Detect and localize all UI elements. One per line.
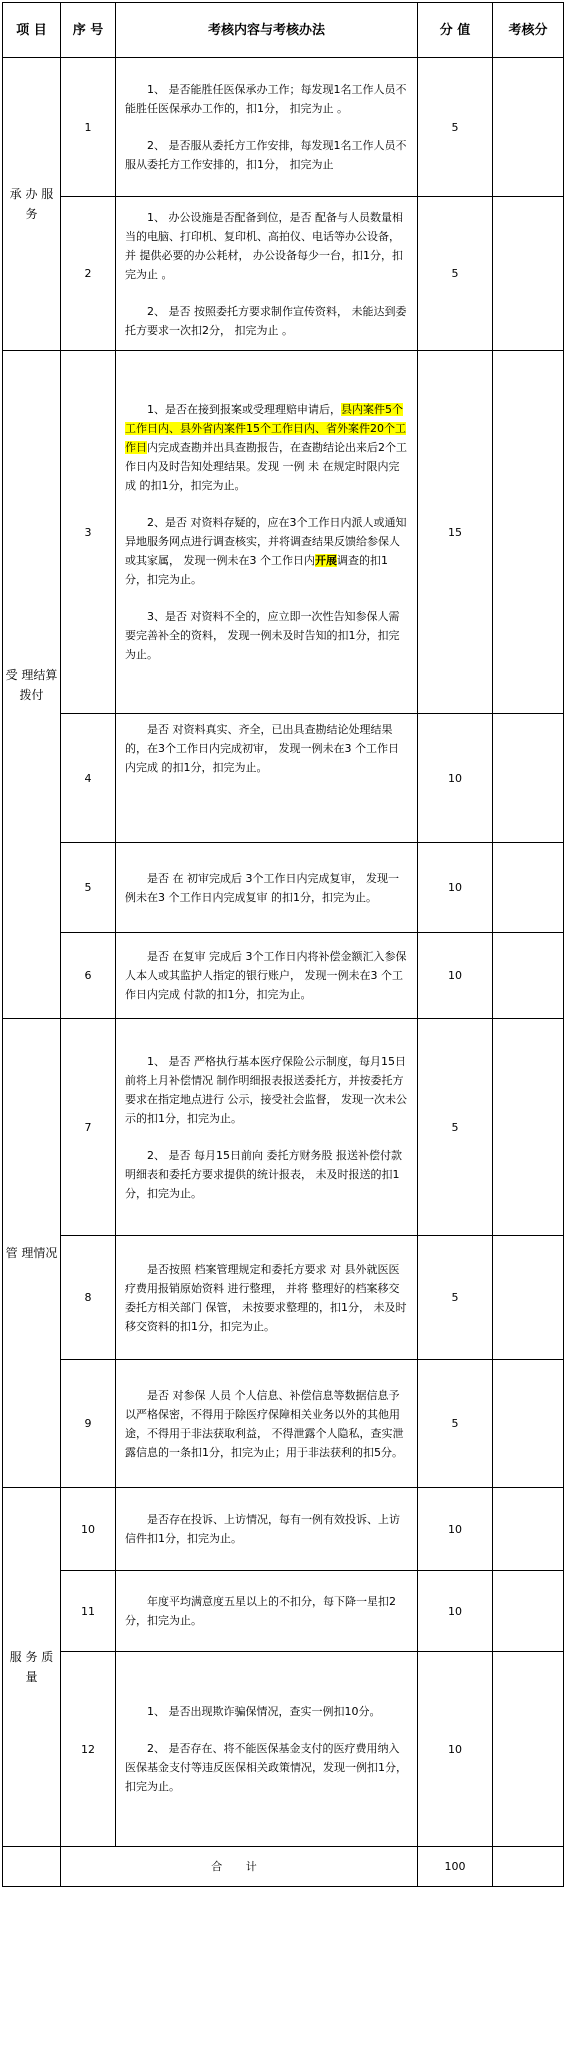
content-paragraph: 1、 是否 严格执行基本医疗保险公示制度，每月15日前将上月补偿情况 制作明细报表报送委托方，并按委托方要求在指定地点进行 公示，接受社会监督， 发现一次未公示的扣1分，扣完为止。 (125, 1054, 407, 1125)
assessment-content (116, 1019, 418, 1236)
assessment-content (116, 197, 418, 351)
total-assessed-cell (493, 1847, 564, 1887)
assessment-content (116, 1571, 418, 1652)
row-number: 6 (61, 933, 116, 1019)
row-score: 10 (418, 1652, 493, 1847)
content-paragraph: 是否 对参保 人员 个人信息、补偿信息等数据信息予以严格保密，不得用于除医疗保障相关业务以外的其他用途，不得用于非法获取利益， 不得泄露个人隐私，查实泄露信息的一条扣1分，扣完为止；用于非法获利的扣5分。 (125, 1388, 404, 1459)
content-paragraph: 2、 是否存在、将不能医保基金支付的医疗费用纳入医保基金支付等违反医保相关政策情况，发现一例扣1分，扣完为止。 (125, 1742, 407, 1793)
row-score: 10 (418, 714, 493, 843)
row-number: 1 (61, 58, 116, 197)
assessment-content (116, 933, 418, 1019)
content-paragraph: 是否 在 初审完成后 3个工作日内完成复审， 发现一例未在3 个工作日内完成复审 的扣1分，扣完为止。 (125, 871, 399, 904)
total-label: 合 计 (61, 1847, 418, 1887)
row-score: 10 (418, 933, 493, 1019)
category-management: 管 理情况 (3, 1019, 61, 1488)
total-row (3, 1847, 564, 1887)
content-paragraph (125, 513, 408, 589)
row-number: 4 (61, 714, 116, 843)
row-number: 11 (61, 1571, 116, 1652)
row-number: 7 (61, 1019, 116, 1236)
table-row (3, 843, 564, 933)
header-content: 考核内容与考核办法 (116, 3, 418, 58)
highlighted-text: 县内案件5个工作日内、县外省内案件15个工作日内、省外案件20个工作日 (125, 403, 406, 454)
table-row (3, 1360, 564, 1488)
row-score: 5 (418, 1236, 493, 1360)
row-number: 10 (61, 1488, 116, 1571)
content-paragraph: 1、 办公设施是否配备到位，是否 配备与人员数量相当的电脑、打印机、复印机、高拍仪、电话等办公设备， 并 提供必要的办公耗材， 办公设备每少一台，扣1分，扣完为止 。 (125, 210, 403, 281)
content-text: 内完成查勘并出具查勘报告，在查勘结论出来后2个工作日内及时告知处理结果。发现 一例 未 在规定时限内完成 的扣1分，扣完为止。 (125, 441, 407, 492)
content-paragraph: 是否按照 档案管理规定和委托方要求 对 县外就医医疗费用报销原始资料 进行整理， 并将 整理好的档案移交 委托方相关部门 保管， 未按要求整理的，扣1分， 未及时移交资料的扣1分，扣完为止。 (125, 1262, 407, 1333)
content-paragraph: 年度平均满意度五星以上的不扣分，每下降一星扣2分，扣完为止。 (125, 1595, 396, 1627)
header-row (3, 3, 564, 58)
row-number: 8 (61, 1236, 116, 1360)
header-seq: 序 号 (61, 3, 116, 58)
content-paragraph: 2、 是否 按照委托方要求制作宣传资料， 未能达到委托方要求一次扣2分， 扣完为止 。 (125, 304, 407, 337)
content-paragraph: 是否 对资料真实、齐全，已出具查勘结论处理结果的，在3个工作日内完成初审， 发现一例未在3 个工作日内完成 的扣1分，扣完为止。 (125, 723, 399, 774)
assessed-score-cell (493, 1236, 564, 1360)
category-settlement: 受 理结算拨付 (3, 351, 61, 1019)
assessment-content (116, 1652, 418, 1847)
highlighted-text: 开展 (315, 554, 337, 567)
content-paragraph: 2、 是否服从委托方工作安排，每发现1名工作人员不服从委托方工作安排的，扣1分， 扣完为止 (125, 139, 407, 171)
total-blank-cell (3, 1847, 61, 1887)
row-score: 5 (418, 1019, 493, 1236)
assessed-score-cell (493, 197, 564, 351)
content-paragraph: 1、 是否能胜任医保承办工作；每发现1名工作人员不能胜任医保承办工作的，扣1分， 扣完为止 。 (125, 83, 407, 115)
table-row (3, 714, 564, 843)
assessed-score-cell (493, 351, 564, 714)
content-text: 调查的扣1分，扣完为止。 (125, 554, 388, 586)
assessed-score-cell (493, 843, 564, 933)
table-row (3, 1652, 564, 1847)
row-number: 12 (61, 1652, 116, 1847)
row-score: 10 (418, 1571, 493, 1652)
table-row (3, 1488, 564, 1571)
assessment-content (116, 1488, 418, 1571)
table-row (3, 1236, 564, 1360)
row-score: 10 (418, 843, 493, 933)
assessed-score-cell (493, 714, 564, 843)
header-item: 项 目 (3, 3, 61, 58)
assessment-content (116, 714, 418, 843)
table-row (3, 1571, 564, 1652)
content-paragraph: 是否 在复审 完成后 3个工作日内将补偿金额汇入参保人本人或其监护人指定的银行账户， 发现一例未在3 个工作日内完成 付款的扣1分，扣完为止。 (125, 950, 407, 1001)
assessed-score-cell (493, 58, 564, 197)
row-score: 15 (418, 351, 493, 714)
table-row (3, 351, 564, 714)
row-score: 5 (418, 58, 493, 197)
content-paragraph (125, 400, 408, 495)
assessed-score-cell (493, 1571, 564, 1652)
assessment-content (116, 1360, 418, 1488)
assessment-table (2, 2, 564, 1887)
content-paragraph: 1、 是否出现欺诈骗保情况，查实一例扣10分。 (147, 1705, 381, 1718)
assessed-score-cell (493, 933, 564, 1019)
total-score: 100 (418, 1847, 493, 1887)
assessment-content (116, 58, 418, 197)
row-number: 9 (61, 1360, 116, 1488)
row-number: 2 (61, 197, 116, 351)
content-text: 2、是否 对资料存疑的，应在3个工作日内派人或通知异地服务网点进行调查核实，并将调查结果反馈给参保人或其家属， 发现一例未在3 个工作日内 (125, 516, 407, 567)
category-service: 承 办 服务 (3, 58, 61, 351)
row-score: 5 (418, 197, 493, 351)
content-paragraph: 是否存在投诉、上访情况，每有一例有效投诉、上访信件扣1分，扣完为止。 (125, 1513, 400, 1545)
category-quality: 服 务 质量 (3, 1488, 61, 1847)
assessment-content (116, 843, 418, 933)
assessment-content (116, 351, 418, 714)
assessed-score-cell (493, 1652, 564, 1847)
table-row (3, 197, 564, 351)
content-paragraph: 2、 是否 每月15日前向 委托方财务股 报送补偿付款明细表和委托方要求提供的统计报表， 未及时报送的扣1分，扣完为止。 (125, 1148, 402, 1200)
assessment-sheet (2, 2, 564, 1887)
row-number: 5 (61, 843, 116, 933)
header-result: 考核分 (493, 3, 564, 58)
table-row (3, 933, 564, 1019)
row-score: 5 (418, 1360, 493, 1488)
content-text: 1、是否在接到报案或受理理赔申请后， (147, 403, 341, 416)
assessment-content (116, 1236, 418, 1360)
row-number: 3 (61, 351, 116, 714)
header-score: 分 值 (418, 3, 493, 58)
assessed-score-cell (493, 1019, 564, 1236)
assessed-score-cell (493, 1488, 564, 1571)
table-row (3, 58, 564, 197)
row-score: 10 (418, 1488, 493, 1571)
content-paragraph: 3、是否 对资料不全的，应立即一次性告知参保人需要完善补全的资料， 发现一例未及时告知的扣1分，扣完为止。 (125, 610, 400, 661)
assessed-score-cell (493, 1360, 564, 1488)
table-row (3, 1019, 564, 1236)
